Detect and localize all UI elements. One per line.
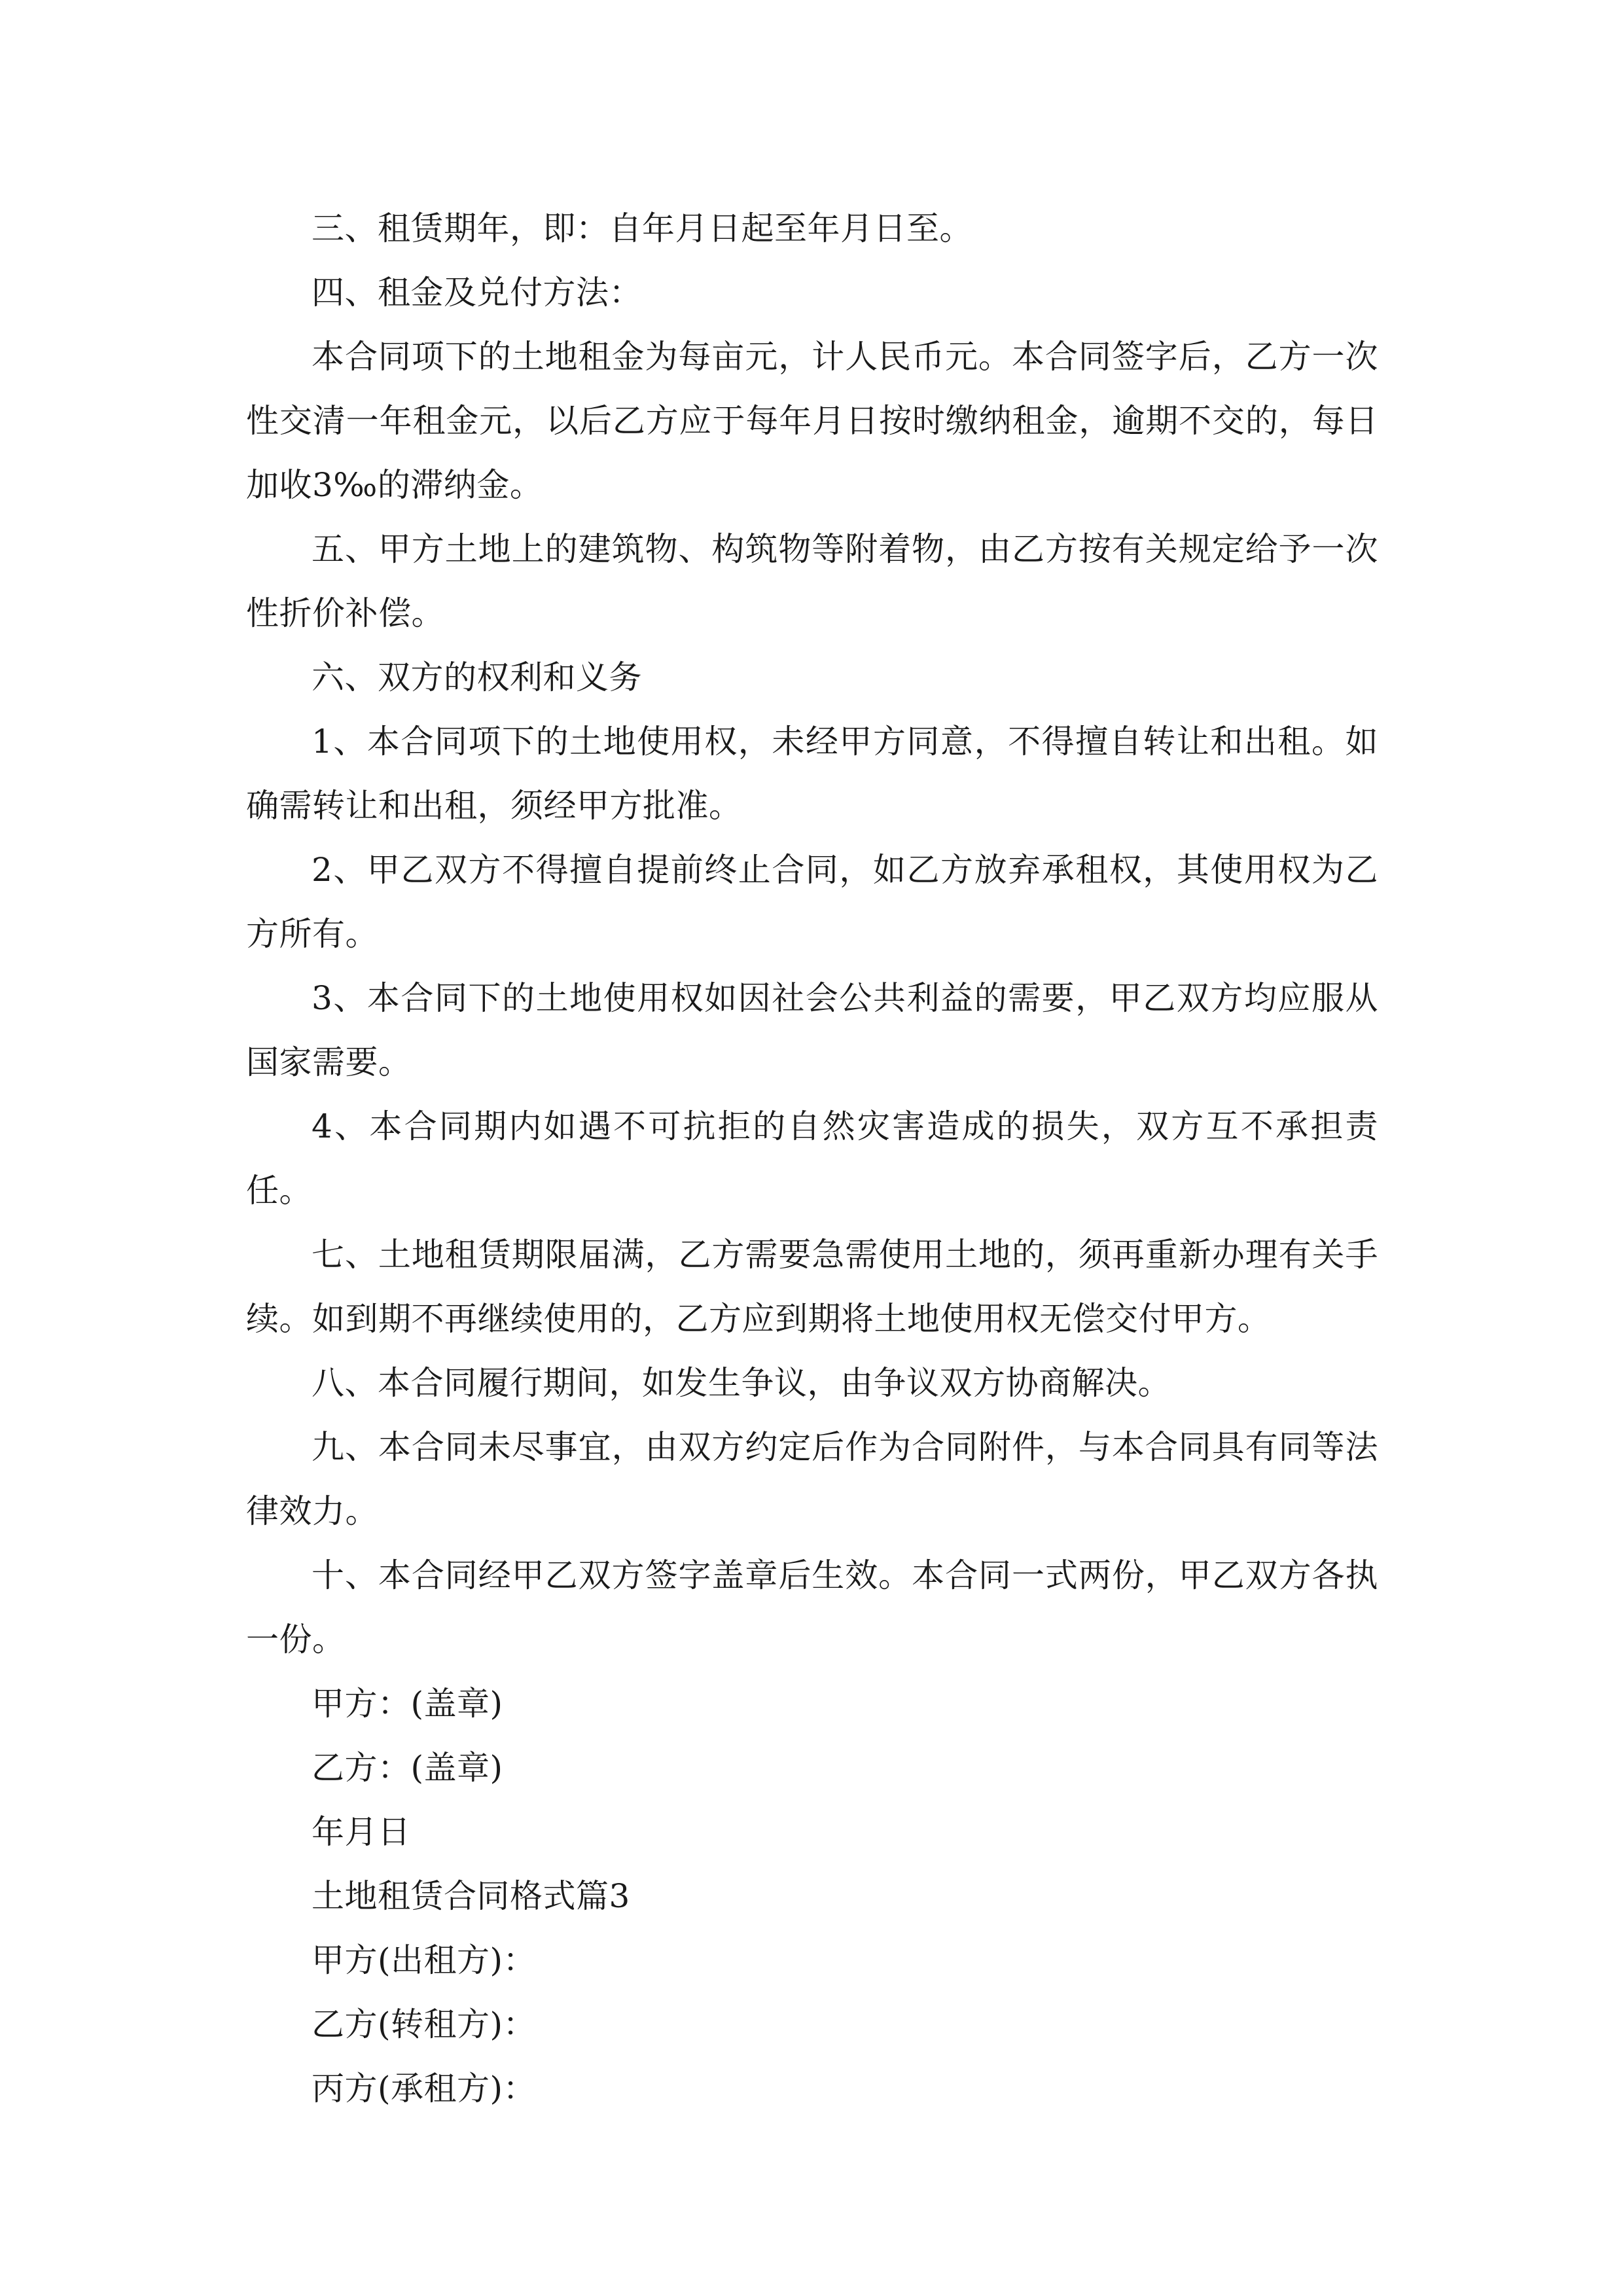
party-b-sublessor: 乙方(转租方)： [312,2005,537,2043]
clause-6-item-4: 4、本合同期内如遇不可抗拒的自然灾害造成的损失，双方互不承担责任。 [246,1107,1378,1210]
party-c-lessee: 丙方(承租方)： [312,2070,537,2108]
clause-7-expiry: 七、土地租赁期限届满，乙方需要急需使用土地的，须再重新办理有关手续。如到期不再继续使用的，乙方应到期将土地使用权无偿交付甲方。 [246,1236,1378,1338]
clause-6-item-3: 3、本合同下的土地使用权如因社会公共利益的需要，甲乙双方均应服从国家需要。 [246,979,1378,1081]
clause-5-compensation: 五、甲方土地上的建筑物、构筑物等附着物，由乙方按有关规定给予一次性折价补偿。 [246,530,1378,632]
clause-6-item-1: 1、本合同项下的土地使用权，未经甲方同意，不得擅自转让和出租。如确需转让和出租，须经甲方批准。 [246,723,1378,825]
party-b-signature: 乙方：(盖章) [312,1749,503,1787]
clause-4-rent-text: 本合同项下的土地租金为每亩元，计人民币元。本合同签字后，乙方一次性交清一年租金元，以后乙方应于每年月日按时缴纳租金，逾期不交的，每日加收3‰的滞纳金。 [246,338,1378,504]
clause-6-item-2: 2、甲乙双方不得擅自提前终止合同，如乙方放弃承租权，其使用权为乙方所有。 [246,851,1378,953]
section-title-template-3: 土地租赁合同格式篇3 [312,1877,630,1915]
clause-10-effect: 十、本合同经甲乙双方签字盖章后生效。本合同一式两份，甲乙双方各执一份。 [246,1556,1378,1659]
clause-8-disputes: 八、本合同履行期间，如发生争议，由争议双方协商解决。 [312,1364,1171,1402]
signature-date: 年月日 [312,1813,411,1851]
party-a-signature: 甲方：(盖章) [312,1685,503,1723]
clause-9-supplements: 九、本合同未尽事宜，由双方约定后作为合同附件，与本合同具有同等法律效力。 [246,1428,1378,1530]
document-body [246,196,1378,2121]
clause-3-lease-term: 三、租赁期年，即：自年月日起至年月日至。 [312,209,972,247]
clause-4-heading: 四、租金及兑付方法： [312,274,642,312]
clause-6-heading: 六、双方的权利和义务 [312,658,642,696]
party-a-lessor: 甲方(出租方)： [312,1941,537,1979]
